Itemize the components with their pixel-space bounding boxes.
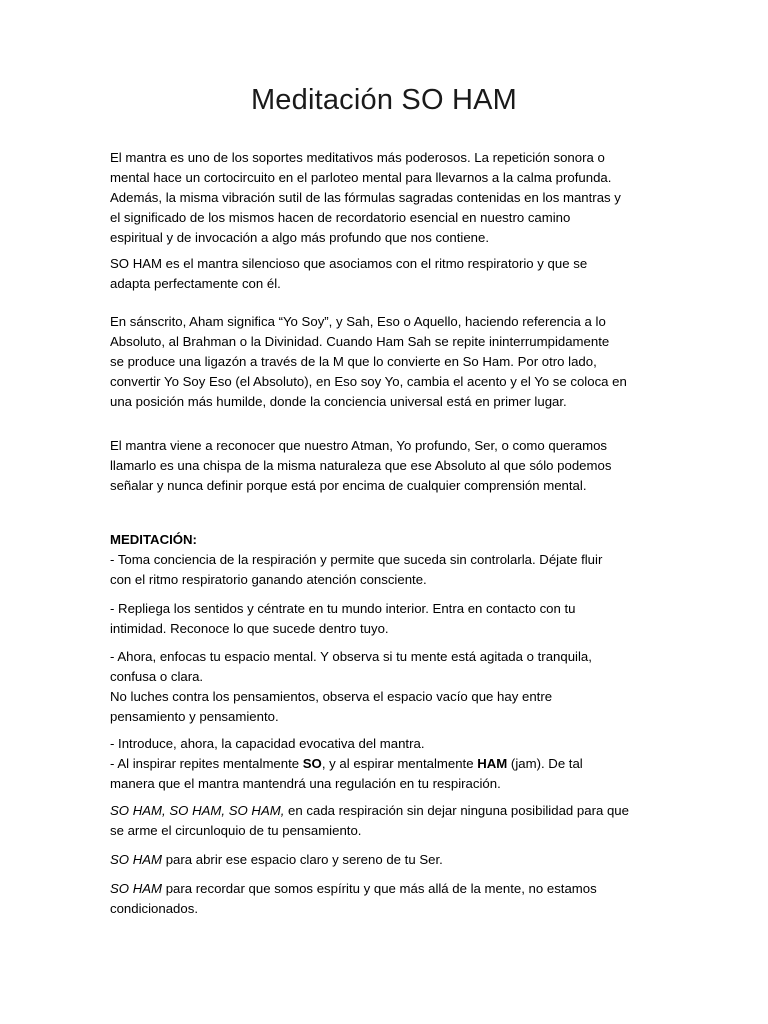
meditation-heading: MEDITACIÓN:	[110, 532, 197, 547]
text-line	[110, 801, 658, 821]
mantra-repetition: SO HAM, SO HAM, SO HAM,	[110, 803, 285, 818]
text-line: condicionados.	[110, 901, 198, 916]
text-run: , y al espirar mentalmente	[321, 756, 478, 771]
text-line: llamarlo es una chispa de la misma naturaleza que ese Absoluto al que sólo podemos	[110, 458, 612, 473]
text-run: - Al inspirar repites mentalmente	[110, 756, 303, 771]
text-line: señalar y nunca definir porque está por encima de cualquier comprensión mental.	[110, 478, 587, 493]
text-line: No luches contra los pensamientos, observa el espacio vacío que hay entre	[110, 689, 553, 704]
so-keyword: SO	[302, 756, 322, 771]
page-title: Meditación SO HAM	[250, 84, 518, 116]
text-line: se arme el circunloquio de tu pensamiento.	[110, 823, 362, 838]
sanskrit-paragraph	[110, 312, 658, 412]
meditation-step-2	[110, 599, 658, 639]
ham-keyword: HAM	[477, 756, 508, 771]
text-line: con el ritmo respiratorio ganando atención consciente.	[110, 572, 427, 587]
text-line	[110, 879, 658, 899]
meditation-step-3	[110, 647, 658, 727]
text-line: espiritual y de invocación a algo más profundo que nos contiene.	[110, 230, 490, 245]
text-line	[110, 850, 658, 870]
text-run: (jam). De tal	[507, 756, 583, 771]
text-line: Además, la misma vibración sutil de las fórmulas sagradas contenidas en los mantras y	[110, 190, 621, 205]
text-line: - Repliega los sentidos y céntrate en tu mundo interior. Entra en contacto con tu	[110, 601, 576, 616]
closing-paragraph-1	[110, 801, 658, 841]
text-line: Absoluto, al Brahman o la Divinidad. Cuando Ham Sah se repite ininterrumpidamente	[110, 334, 610, 349]
text-line: El mantra es uno de los soportes meditativos más poderosos. La repetición sonora o	[110, 150, 605, 165]
meditation-step-4	[110, 734, 658, 794]
so-ham-paragraph	[110, 254, 658, 294]
intro-paragraph	[110, 148, 658, 248]
closing-paragraph-2	[110, 850, 658, 870]
text-line: En sánscrito, Aham significa “Yo Soy”, y Sah, Eso o Aquello, haciendo referencia a lo	[110, 314, 606, 329]
text-run: para recordar que somos espíritu y que más allá de la mente, no estamos	[162, 881, 597, 896]
text-line: mental hace un cortocircuito en el parloteo mental para llevarnos a la calma profunda.	[110, 170, 612, 185]
mantra-name: SO HAM	[110, 852, 163, 867]
text-line: intimidad. Reconoce lo que sucede dentro tuyo.	[110, 621, 389, 636]
text-line: una posición más humilde, donde la conciencia universal está en primer lugar.	[110, 394, 567, 409]
text-run: para abrir ese espacio claro y sereno de tu Ser.	[162, 852, 443, 867]
text-line: pensamiento y pensamiento.	[110, 709, 279, 724]
text-line: El mantra viene a reconocer que nuestro Atman, Yo profundo, Ser, o como queramos	[110, 438, 608, 453]
meditation-section	[110, 530, 658, 590]
text-line: - Introduce, ahora, la capacidad evocativa del mantra.	[110, 736, 425, 751]
text-run: en cada respiración sin dejar ninguna posibilidad para que	[284, 803, 629, 818]
text-line: - Ahora, enfocas tu espacio mental. Y observa si tu mente está agitada o tranquila,	[110, 649, 592, 664]
mantra-name: SO HAM	[110, 881, 163, 896]
closing-paragraph-3	[110, 879, 658, 919]
text-line: confusa o clara.	[110, 669, 204, 684]
text-line: - Toma conciencia de la respiración y permite que suceda sin controlarla. Déjate fluir	[110, 552, 603, 567]
atman-paragraph	[110, 436, 658, 496]
text-line: manera que el mantra mantendrá una regulación en tu respiración.	[110, 776, 501, 791]
text-line: el significado de los mismos hacen de recordatorio esencial en nuestro camino	[110, 210, 571, 225]
text-line: se produce una ligazón a través de la M que lo convierte en So Ham. Por otro lado,	[110, 354, 597, 369]
text-line: convertir Yo Soy Eso (el Absoluto), en Eso soy Yo, cambia el acento y el Yo se coloca en	[110, 374, 627, 389]
text-line: adapta perfectamente con él.	[110, 276, 281, 291]
text-line	[110, 754, 658, 774]
text-line: SO HAM es el mantra silencioso que asociamos con el ritmo respiratorio y que se	[110, 256, 588, 271]
